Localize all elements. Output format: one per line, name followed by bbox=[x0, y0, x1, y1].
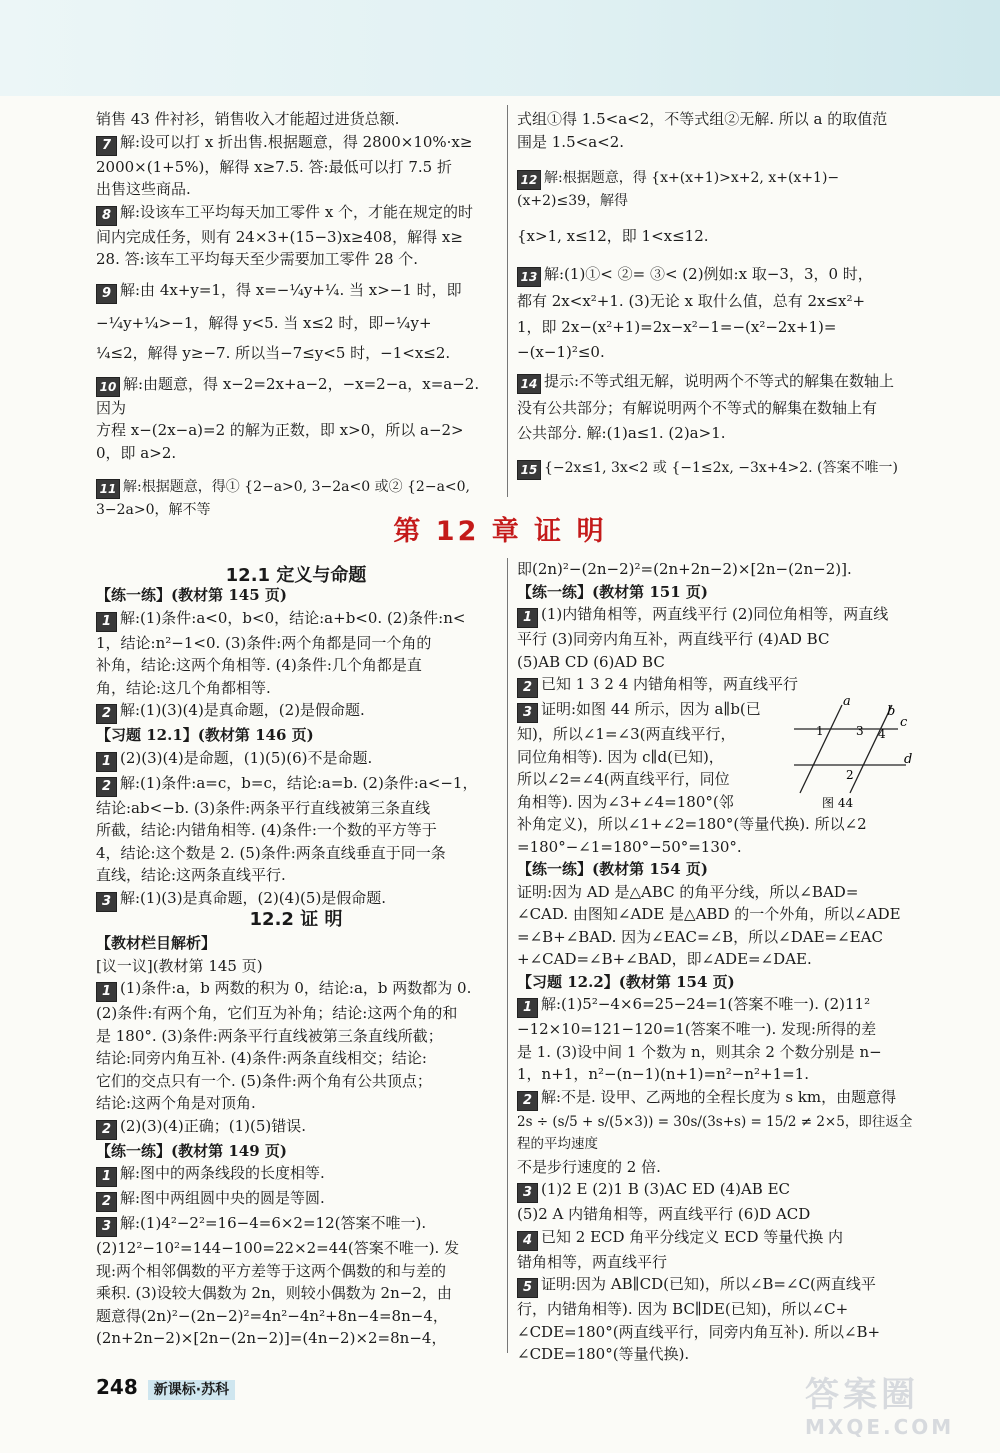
text-line: 题意得(2n)²−(2n−2)²=4n²−4n²+8n−4=8n−4， bbox=[96, 1306, 448, 1325]
figure-44 bbox=[780, 693, 920, 813]
item-number: 2 bbox=[517, 678, 538, 698]
item-number: 2 bbox=[96, 1120, 117, 1140]
item-number: 1 bbox=[517, 608, 538, 628]
text-line: 方程 x−(2x−a)=2 的解为正数，即 x>0，所以 a−2> bbox=[96, 421, 464, 439]
item-number: 2 bbox=[96, 1192, 117, 1212]
item-number: 2 bbox=[517, 1091, 538, 1111]
analysis-heading: 【教材栏目解析】 bbox=[96, 934, 217, 952]
item-number: 13 bbox=[517, 267, 541, 287]
answer-8: 8 解:设该车工平均每天加工零件 x 个，才能在规定的时 bbox=[96, 201, 496, 226]
text-line: ∠CAD. 由图知∠ADE 是△ABD 的一个外角，所以∠ADE bbox=[517, 905, 901, 923]
watermark bbox=[805, 1375, 985, 1445]
text-line: 1，结论:n²−1<0. (3)条件:两个角都是同一个角的 bbox=[96, 633, 432, 652]
practice-heading: 【练一练】(教材第 145 页) bbox=[96, 586, 287, 604]
text-line: 结论:ab<−b. (3)条件:两条平行直线被第三条直线 bbox=[96, 798, 431, 817]
label-d: d bbox=[904, 752, 913, 767]
item-number: 9 bbox=[96, 284, 117, 304]
text-line: 现:两个相邻偶数的平方差等于这两个偶数的和与差的 bbox=[96, 1261, 447, 1280]
label-a: a bbox=[843, 694, 851, 709]
answer-9: 9 解:由 4x+y=1，得 x=−¼y+¼. 当 x>−1 时，即 bbox=[96, 279, 496, 304]
text-line: 都有 2x<x²+1. (3)无论 x 取什么值，总有 2x≤x²+ bbox=[517, 292, 866, 310]
page-footer bbox=[96, 1375, 235, 1399]
text-line: 公共部分. 解:(1)a≤1. (2)a>1. bbox=[517, 424, 726, 442]
answer-13: 13 解:(1)①< ②= ③< (2)例如:x 取−3，3，0 时， bbox=[517, 263, 912, 287]
text-line: 4，结论:这个数是 2. (5)条件:两条直线垂直于同一条 bbox=[96, 843, 446, 862]
text-line: ∠CDE=180°(两直线平行，同旁内角互补). 所以∠B+ bbox=[517, 1322, 881, 1341]
practice151-answer-3: 3 证明:如图 44 所示，因为 a∥b(已 bbox=[517, 698, 917, 723]
text-line: 即(2n)²−(2n−2)²=(2n+2n−2)×[2n−(2n−2)]. bbox=[517, 560, 852, 578]
item-number: 3 bbox=[517, 703, 538, 723]
practice151-answer-1: 1 (1)内错角相等，两直线平行 (2)同位角相等，两直线 bbox=[517, 603, 917, 628]
text-line: +∠CAD=∠B+∠BAD，即∠ADE=∠DAE. bbox=[517, 950, 812, 968]
exercise122-answer-3: 3 (1)2 E (2)1 B (3)AC ED (4)AB EC bbox=[517, 1178, 917, 1203]
item-number: 15 bbox=[517, 460, 541, 480]
lower-left-column-2 bbox=[96, 932, 496, 1350]
column-divider bbox=[507, 558, 508, 1353]
item-number: 3 bbox=[96, 1217, 117, 1237]
item-number: 1 bbox=[96, 982, 117, 1002]
text-line: 角相等). 因为∠3+∠4=180°(邻 bbox=[517, 792, 734, 811]
discuss-answer-1: 1 (1)条件:a，b 两数的积为 0，结论:a，b 两数都为 0. bbox=[96, 977, 496, 1002]
item-number: 10 bbox=[96, 377, 120, 397]
text-line: 它们的交点只有一个. (5)条件:两个角有公共顶点； bbox=[96, 1071, 432, 1090]
figure-caption: 图 44 bbox=[822, 796, 854, 810]
practice149-answer-3: 3 解:(1)4²−2²=16−4=6×2=12(答案不唯一). bbox=[96, 1212, 496, 1237]
exercise-heading: 【习题 12.1】(教材第 146 页) bbox=[96, 726, 314, 744]
item-number: 2 bbox=[96, 704, 117, 724]
item-number: 1 bbox=[517, 998, 538, 1018]
practice-answer-2: 2 解:(1)(3)(4)是真命题，(2)是假命题. bbox=[96, 699, 496, 724]
exercise-answer-3: 3 解:(1)(3)是真命题，(2)(4)(5)是假命题. bbox=[96, 887, 496, 912]
discuss-heading: [议一议](教材第 145 页) bbox=[96, 956, 263, 975]
answer-15: 15 {−2x≤1, 3x<2 或 {−1≤2x, −3x+4>2. (答案不唯一) bbox=[517, 457, 912, 480]
text-line: 间内完成任务，则有 24×3+(15−3)x≥408，解得 x≥ bbox=[96, 227, 463, 246]
lower-left-column bbox=[96, 584, 496, 912]
item-number: 1 bbox=[96, 612, 117, 632]
text-line: 28. 答:该车工平均每天至少需要加工零件 28 个. bbox=[96, 250, 419, 268]
text-line: −(x−1)²≤0. bbox=[517, 343, 605, 361]
text-line: 行，内错角相等). 因为 BC∥DE(已知)，所以∠C+ bbox=[517, 1300, 849, 1318]
text-line: 同位角相等). 因为 c∥d(已知)， bbox=[517, 747, 724, 766]
text-line: 围是 1.5<a<2. bbox=[517, 132, 625, 151]
text-line: −¼y+¼>−1，解得 y<5. 当 x≤2 时，即−¼y+ bbox=[96, 313, 432, 332]
text-line: 直线，结论:这两条直线平行. bbox=[96, 866, 286, 884]
exercise122-answer-1: 1 解:(1)5²−4×6=25−24=1(答案不唯一). (2)11² bbox=[517, 993, 917, 1018]
item-number: 3 bbox=[96, 892, 117, 912]
lower-right-column bbox=[517, 558, 917, 1366]
practice-heading: 【练一练】(教材第 154 页) bbox=[517, 860, 708, 878]
text-line: 没有公共部分；有解说明两个不等式的解集在数轴上有 bbox=[517, 398, 878, 417]
section-heading-12-2: 12.2 证 明 bbox=[249, 909, 343, 930]
item-number: 4 bbox=[517, 1231, 538, 1251]
text-line: {x>1, x≤12，即 1<x≤12. bbox=[517, 226, 709, 245]
top-right-column bbox=[517, 108, 912, 480]
exercise-answer-1: 1 (2)(3)(4)是命题，(1)(5)(6)不是命题. bbox=[96, 747, 496, 772]
item-number: 7 bbox=[96, 136, 117, 156]
text-line: 知)，所以∠1=∠3(两直线平行， bbox=[517, 725, 736, 743]
line-a bbox=[800, 705, 842, 793]
text-line: 证明:因为 AD 是△ABC 的角平分线，所以∠BAD= bbox=[517, 882, 859, 901]
item-number: 5 bbox=[517, 1278, 538, 1298]
text-line: 是 180°. (3)条件:两条平行直线被第三条直线所截； bbox=[96, 1026, 443, 1045]
text-line: 角，结论:这几个角都相等. bbox=[96, 678, 271, 697]
item-number: 2 bbox=[96, 777, 117, 797]
exercise122-answer-2: 2 解:不是. 设甲、乙两地的全程长度为 s km，由题意得 bbox=[517, 1086, 917, 1111]
answer-11: 11 解:根据题意，得① {2−a>0, 3−2a<0 或② {2−a<0, 3−2a>0，解不等 bbox=[96, 479, 471, 518]
text-line: 销售 43 件衬衫，销售收入才能超过进货总额. bbox=[96, 110, 400, 128]
item-number: 11 bbox=[96, 479, 120, 499]
series-label: 新课标·苏科 bbox=[148, 1380, 235, 1400]
practice-answer-1: 1 解:(1)条件:a<0，b<0，结论:a+b<0. (2)条件:n< bbox=[96, 607, 496, 632]
text-line: −12×10=121−120=1(答案不唯一). 发现:所得的差 bbox=[517, 1020, 877, 1038]
section-heading-12-1: 12.1 定义与命题 bbox=[225, 565, 367, 586]
practice-heading: 【练一练】(教材第 149 页) bbox=[96, 1141, 287, 1160]
practice149-answer-2: 2 解:图中两组圆中央的圆是等圆. bbox=[96, 1187, 496, 1212]
answer-14: 14 提示:不等式组无解，说明两个不等式的解集在数轴上 bbox=[517, 370, 912, 394]
fraction-line: 2s ÷ (s/5 + s/(5×3)) = 30s/(3s+s) = 15/2 ≠ 2×5，即往返全程的平均速度 bbox=[517, 1113, 913, 1152]
practice149-answer-1: 1 解:图中的两条线段的长度相等. bbox=[96, 1162, 496, 1187]
page-number: 248 bbox=[96, 1375, 138, 1399]
label-2: 2 bbox=[846, 768, 854, 782]
item-number: 14 bbox=[517, 374, 541, 394]
exercise-answer-2: 2 解:(1)条件:a=c，b=c，结论:a=b. (2)条件:a<−1， bbox=[96, 772, 496, 797]
item-number: 1 bbox=[96, 752, 117, 772]
label-1: 1 bbox=[816, 724, 824, 738]
text-line: ¼≤2，解得 y≥−7. 所以当−7≤y<5 时，−1<x≤2. bbox=[96, 344, 451, 362]
item-number: 8 bbox=[96, 206, 117, 226]
exercise122-answer-5: 5 证明:因为 AB∥CD(已知)，所以∠B=∠C(两直线平 bbox=[517, 1273, 917, 1298]
text-line: =180°−∠1=180°−50°=130°. bbox=[517, 837, 742, 856]
text-line: 出售这些商品. bbox=[96, 180, 191, 198]
chapter-title: 第 12 章 证 明 bbox=[393, 516, 607, 547]
top-left-column bbox=[96, 108, 496, 522]
top-color-band bbox=[0, 0, 1000, 96]
label-4: 4 bbox=[878, 727, 886, 741]
text-line: 是 1. (3)设中间 1 个数为 n，则其余 2 个数分别是 n− bbox=[517, 1042, 882, 1061]
text-line: 补角定义)，所以∠1+∠2=180°(等量代换). 所以∠2 bbox=[517, 815, 867, 833]
discuss-answer-2: 2 (2)(3)(4)正确；(1)(5)错误. bbox=[96, 1115, 496, 1140]
text-line: 平行 (3)同旁内角互补，两直线平行 (4)AD BC bbox=[517, 630, 830, 648]
text-line: 1，n+1，n²−(n−1)(n+1)=n²−n²+1=1. bbox=[517, 1065, 809, 1083]
text-line: 1，即 2x−(x²+1)=2x−x²−1=−(x²−2x+1)= bbox=[517, 317, 837, 336]
label-b: b bbox=[887, 704, 896, 719]
line-b bbox=[850, 705, 892, 793]
watermark-url: MXQE.COM bbox=[805, 1415, 955, 1439]
item-number: 12 bbox=[517, 170, 541, 190]
item-number: 3 bbox=[517, 1183, 538, 1203]
text-line: 式组①得 1.5<a<2，不等式组②无解. 所以 a 的取值范 bbox=[517, 110, 888, 128]
watermark-logo: 答案圈 bbox=[805, 1375, 919, 1415]
text-line: 不是步行速度的 2 倍. bbox=[517, 1157, 661, 1176]
label-3: 3 bbox=[856, 724, 864, 738]
text-line: (5)2 A 内错角相等，两直线平行 (6)D ACD bbox=[517, 1205, 811, 1223]
answer-12: 12 解:根据题意，得 {x+(x+1)>x+2, x+(x+1)−(x+2)≤39，解得 bbox=[517, 170, 840, 209]
text-line: 乘积. (3)设较大偶数为 2n，则较小偶数为 2n−2，由 bbox=[96, 1284, 452, 1302]
text-line: (2n+2n−2)×[2n−(2n−2)]=(4n−2)×2=8n−4， bbox=[96, 1329, 447, 1347]
text-line: ∠CDE=180°(等量代换). bbox=[517, 1345, 690, 1363]
answer-7: 7 解:设可以打 x 折出售.根据题意，得 2800×10%·x≥ bbox=[96, 131, 496, 156]
text-line: 错角相等，两直线平行 bbox=[517, 1252, 668, 1271]
column-divider bbox=[507, 105, 508, 497]
text-line: (5)AB CD (6)AD BC bbox=[517, 652, 665, 671]
text-line: 结论:同旁内角互补. (4)条件:两条直线相交；结论: bbox=[96, 1049, 427, 1067]
text-line: (2)条件:有两个角，它们互为补角；结论:这两个角的和 bbox=[96, 1004, 458, 1022]
text-line: 补角，结论:这两个角相等. (4)条件:几个角都是直 bbox=[96, 656, 422, 674]
exercise122-answer-4: 4 已知 2 ECD 角平分线定义 ECD 等量代换 内 bbox=[517, 1226, 917, 1251]
exercise-heading: 【习题 12.2】(教材第 154 页) bbox=[517, 972, 735, 991]
practice151-answer-2: 2 已知 1 3 2 4 内错角相等，两直线平行 bbox=[517, 673, 917, 698]
item-number: 1 bbox=[96, 1167, 117, 1187]
text-line: =∠B+∠BAD. 因为∠EAC=∠B，所以∠DAE=∠EAC bbox=[517, 927, 883, 946]
practice-heading: 【练一练】(教材第 151 页) bbox=[517, 582, 708, 601]
text-line: 所截，结论:内错角相等. (4)条件:一个数的平方等于 bbox=[96, 821, 437, 839]
answer-10: 10 解:由题意，得 x−2=2x+a−2，−x=2−a，x=a−2. 因为 bbox=[96, 374, 480, 417]
text-line: 所以∠2=∠4(两直线平行，同位 bbox=[517, 770, 730, 788]
text-line: 结论:这两个角是对顶角. bbox=[96, 1094, 256, 1112]
text-line: (2)12²−10²=144−100=22×2=44(答案不唯一). 发 bbox=[96, 1239, 460, 1257]
label-c: c bbox=[900, 715, 908, 730]
text-line: 2000×(1+5%)，解得 x≥7.5. 答:最低可以打 7.5 折 bbox=[96, 157, 452, 176]
text-line: 0，即 a>2. bbox=[96, 443, 177, 462]
